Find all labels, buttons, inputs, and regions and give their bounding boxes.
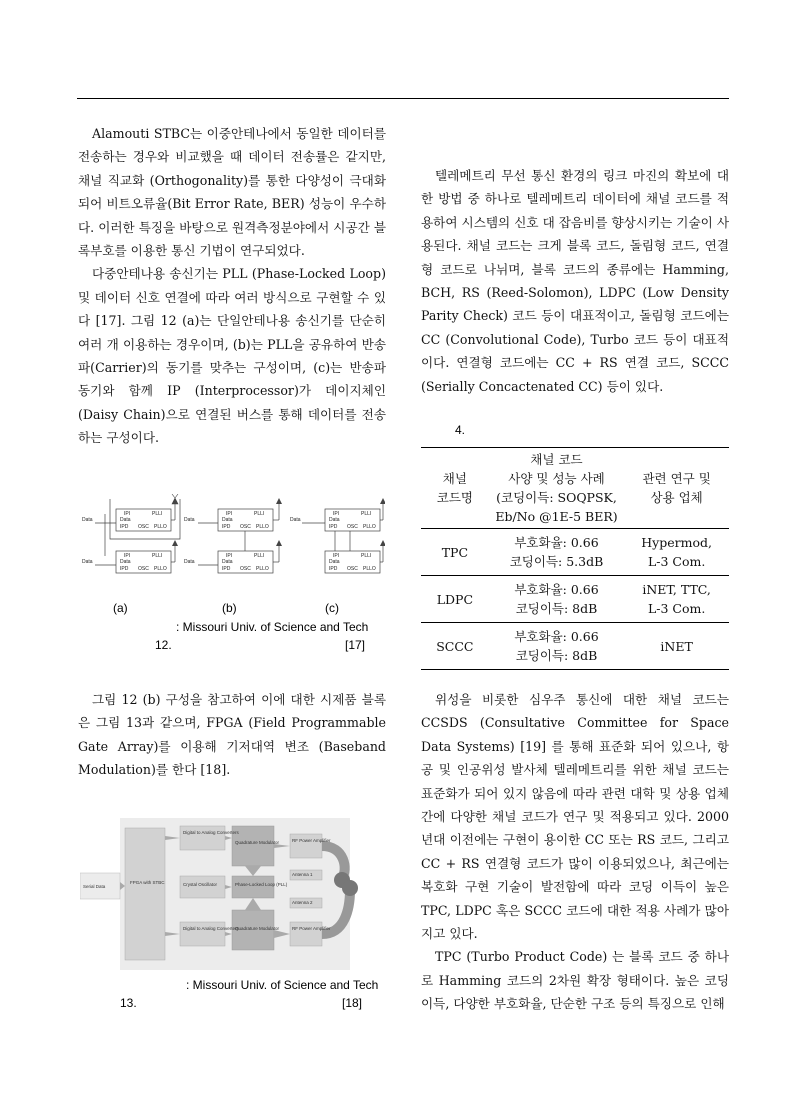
cell-org: iNET [660, 638, 693, 654]
svg-text:IPD: IPD [120, 524, 129, 530]
svg-text:Data: Data [184, 517, 195, 523]
header-spec: 채널 코드 사양 및 성능 사례 (코딩이득: SOQPSK, Eb/No @1E-5 BER) [495, 452, 618, 524]
svg-text:IPD: IPD [222, 524, 231, 530]
channel-code-table [421, 447, 729, 670]
table-row [421, 529, 729, 576]
svg-text:IPI: IPI [333, 553, 340, 559]
left-column-bottom [78, 688, 386, 782]
svg-text:OSC: OSC [347, 524, 358, 530]
figure-13-diagram [80, 818, 380, 970]
paragraph-tpc: TPC (Turbo Product Code) 는 블록 코드 중 하나로 Hamming 코드의 2차원 확장 형태이다. 높은 코딩 이득, 다양한 부호화율, 단순한 구조 등의 특징으로 인해 [421, 949, 729, 1012]
svg-text:Data: Data [120, 517, 131, 523]
paragraph-multi-antenna: 다중안테나용 송신기는 PLL (Phase-Locked Loop) 및 데이터 신호 연결에 따라 여러 방식으로 구현할 수 있다 [17]. 그림 12 (a)는 단일안테나용 송신기를 단순히 여러 개 이용하는 경우이며, (b)는 PLL을 공유하여 반송파(Carrier)의 동기를 맞추는 구성이며, (c)는 반송파 동기와 함께 IP (Interprocessor)가 데이지체인 (Daisy Chain)으로 연결된 버스를 통해 데이터를 전송하는 구성이다. [78, 266, 386, 446]
svg-text:Data: Data [222, 559, 233, 565]
table4-number: 4. [455, 423, 466, 437]
cell-spec: 부호화율: 0.66 코딩이득: 8dB [514, 582, 599, 616]
table-header-row [421, 448, 729, 529]
cell-spec: 부호화율: 0.66 코딩이득: 8dB [514, 629, 599, 663]
svg-text:IPD: IPD [329, 566, 338, 572]
fig13-reference: [18] [342, 996, 363, 1010]
svg-text:Data: Data [329, 517, 340, 523]
svg-text:Antenna 1: Antenna 1 [292, 872, 313, 877]
left-column-top [78, 122, 386, 450]
svg-text:Data: Data [222, 517, 233, 523]
table-row [421, 623, 729, 670]
svg-text:Digital to Analog Converters: Digital to Analog Converters [183, 830, 239, 835]
svg-text:PLLO: PLLO [154, 524, 167, 530]
svg-text:PLLO: PLLO [256, 566, 269, 572]
svg-text:FPGA with STBC: FPGA with STBC [130, 880, 165, 885]
svg-text:Data: Data [82, 559, 93, 565]
svg-text:PLLI: PLLI [152, 553, 163, 559]
cell-code-name: LDPC [436, 591, 474, 607]
fig13-number: 13. [120, 996, 137, 1010]
paragraph-telemetry-channel-code: 텔레메트리 무선 통신 환경의 링크 마진의 확보에 대한 방법 중 하나로 텔레메트리 데이터에 채널 코드를 적용하여 시스템의 신호 대 잡음비를 향상시키는 기술이 사용된다. 채널 코드는 크게 블록 코드, 돌림형 코드, 연결형 코드로 나뉘며, 블록 코드의 종류에는 Hamming, BCH, RS (Reed-Solomon), LDPC (Low Density Parity Check) 코드 등이 대표적이고, 돌림형 코드에는 CC (Convolutional Code), Turbo 코드 등이 대표적이다. 연결형 코드에는 CC + RS 연결 코드, SCCC (Serially Concactenated CC) 등이 있다. [421, 168, 729, 394]
header-code-name: 채널 코드명 [436, 471, 473, 505]
svg-text:OSC: OSC [138, 524, 149, 530]
paragraph-prototype: 그림 12 (b) 구성을 참고하여 이에 대한 시제품 블록은 그림 13과 같으며, FPGA (Field Programmable Gate Array)를 이용해 기저대역 변조 (Baseband Modulation)를 한다 [18]. [78, 692, 386, 778]
table-row [421, 576, 729, 623]
svg-text:IPI: IPI [124, 553, 131, 559]
svg-text:PLLI: PLLI [361, 553, 372, 559]
figure-12-diagram [80, 494, 385, 594]
cell-org: Hypermod, L-3 Com. [641, 535, 712, 569]
cell-code-name: TPC [441, 544, 469, 560]
header-org: 관련 연구 및 상용 업체 [642, 471, 711, 505]
svg-text:PLLO: PLLO [256, 524, 269, 530]
cell-code-name: SCCC [436, 638, 474, 654]
svg-text:OSC: OSC [240, 566, 251, 572]
svg-text:Data: Data [290, 517, 301, 523]
right-column-top [421, 164, 729, 398]
paragraph-alamouti: Alamouti STBC는 이중안테나에서 동일한 데이터를 전송하는 경우와 비교했을 때 데이터 전송률은 같지만, 채널 직교화 (Orthogonality)를 통한 다양성이 극대화되어 비트오류율(Bit Error Rate, BER) 성능이 우수하다. 이러한 특징을 바탕으로 원격측정분야에서 시공간 블록부호를 이용한 통신 기법이 연구되었다. [78, 126, 386, 259]
svg-text:IPI: IPI [333, 511, 340, 517]
svg-text:PLLI: PLLI [254, 553, 265, 559]
svg-text:IPI: IPI [226, 511, 233, 517]
svg-text:Antenna 2: Antenna 2 [292, 900, 313, 905]
right-column-bottom [421, 688, 729, 1016]
fig12-reference: [17] [345, 638, 366, 652]
svg-text:Data: Data [120, 559, 131, 565]
svg-text:Phase-Locked Loop (PLL): Phase-Locked Loop (PLL) [235, 882, 288, 887]
svg-text:Data: Data [329, 559, 340, 565]
fig12-label-b: (b) [222, 601, 237, 615]
svg-text:PLLI: PLLI [254, 511, 265, 517]
svg-text:IPI: IPI [124, 511, 131, 517]
fig12-label-a: (a) [113, 601, 128, 615]
svg-text:Quadrature Modulator: Quadrature Modulator [235, 926, 280, 931]
header-rule [77, 98, 729, 99]
cell-spec: 부호화율: 0.66 코딩이득: 5.3dB [509, 535, 604, 569]
svg-text:IPI: IPI [226, 553, 233, 559]
fig12-source: : Missouri Univ. of Science and Tech [176, 620, 369, 634]
svg-text:RF Power Amplifier: RF Power Amplifier [292, 926, 331, 931]
fig12-number: 12. [155, 638, 172, 652]
svg-text:PLLO: PLLO [363, 524, 376, 530]
svg-text:Data: Data [82, 517, 93, 523]
svg-text:OSC: OSC [240, 524, 251, 530]
svg-text:PLLI: PLLI [361, 511, 372, 517]
svg-text:RF Power Amplifier: RF Power Amplifier [292, 838, 331, 843]
svg-text:IPD: IPD [329, 524, 338, 530]
paragraph-ccsds: 위성을 비롯한 심우주 통신에 대한 채널 코드는 CCSDS (Consultative Committee for Space Data Systems) [19] 를 통해 표준화 되어 있으나, 항공 및 인공위성 발사체 텔레메트리를 위한 채널 코드는 표준화가 되어 있지 않음에 따라 관련 대학 및 상용 업체 간에 다양한 채널 코드가 연구 및 적용되고 있다. 2000년대 이전에는 구현이 용이한 CC 또는 RS 코드, 그리고 CC + RS 연결형 코드가 많이 이용되었으나, 최근에는 복호화 구현 기술이 발전함에 따라 코딩 이득이 높은 TPC, LDPC 혹은 SCCC 코드에 대한 적용 사례가 많아지고 있다. [421, 692, 729, 942]
svg-text:IPD: IPD [120, 566, 129, 572]
fig13-source: : Missouri Univ. of Science and Tech [186, 978, 379, 992]
svg-text:OSC: OSC [347, 566, 358, 572]
svg-text:PLLO: PLLO [154, 566, 167, 572]
svg-text:PLLI: PLLI [152, 511, 163, 517]
svg-text:PLLO: PLLO [363, 566, 376, 572]
svg-text:Serial Data: Serial Data [83, 884, 106, 889]
svg-text:Digital to Analog Converters: Digital to Analog Converters [183, 926, 239, 931]
svg-text:Data: Data [184, 559, 195, 565]
svg-text:OSC: OSC [138, 566, 149, 572]
svg-text:Crystal Oscillator: Crystal Oscillator [183, 882, 218, 887]
fig12-label-c: (c) [325, 601, 339, 615]
cell-org: iNET, TTC, L-3 Com. [642, 582, 711, 616]
svg-text:Quadrature Modulator: Quadrature Modulator [235, 840, 280, 845]
svg-text:IPD: IPD [222, 566, 231, 572]
